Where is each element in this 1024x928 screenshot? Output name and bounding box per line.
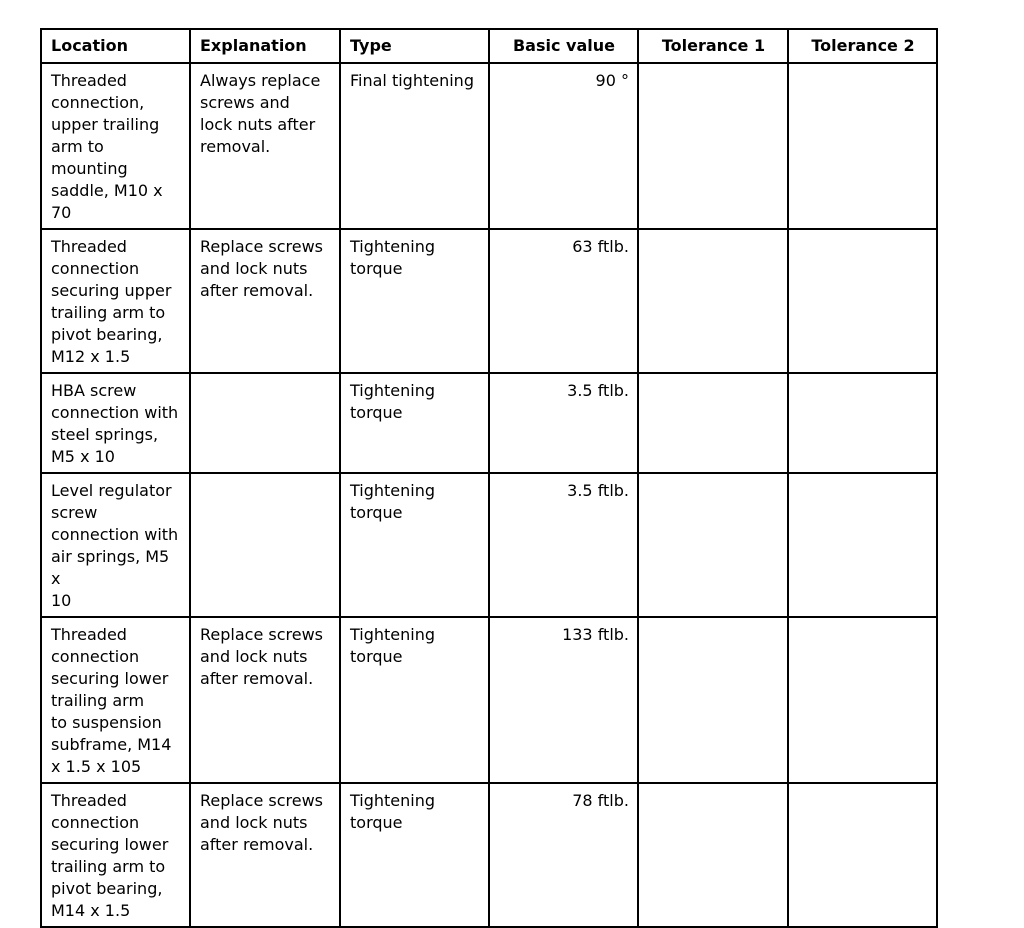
- header-basic-value: Basic value: [489, 29, 638, 63]
- cell-explanation: Replace screws and lock nuts after removal.: [190, 617, 340, 783]
- cell-explanation: [190, 373, 340, 473]
- cell-basic-value: 3.5 ftlb.: [489, 473, 638, 617]
- header-row: [41, 29, 937, 63]
- table-row: [41, 783, 937, 927]
- cell-tolerance-2: [788, 783, 937, 927]
- cell-tolerance-1: [638, 63, 788, 229]
- header-explanation: Explanation: [190, 29, 340, 63]
- cell-tolerance-1: [638, 473, 788, 617]
- header-type: Type: [340, 29, 489, 63]
- cell-basic-value: 133 ftlb.: [489, 617, 638, 783]
- cell-type: Tightening torque: [340, 783, 489, 927]
- cell-explanation: Replace screws and lock nuts after removal.: [190, 783, 340, 927]
- table-row: [41, 63, 937, 229]
- cell-basic-value: 63 ftlb.: [489, 229, 638, 373]
- table-row: [41, 473, 937, 617]
- header-tolerance-2: Tolerance 2: [788, 29, 937, 63]
- header-tolerance-1: Tolerance 1: [638, 29, 788, 63]
- cell-location: Threaded connection securing upper trailing arm to pivot bearing, M12 x 1.5: [41, 229, 190, 373]
- cell-basic-value: 3.5 ftlb.: [489, 373, 638, 473]
- cell-tolerance-1: [638, 229, 788, 373]
- header-location: Location: [41, 29, 190, 63]
- cell-type: Tightening torque: [340, 473, 489, 617]
- cell-type: Tightening torque: [340, 229, 489, 373]
- cell-tolerance-2: [788, 229, 937, 373]
- cell-tolerance-2: [788, 617, 937, 783]
- cell-location: Threaded connection securing lower trailing arm to pivot bearing, M14 x 1.5: [41, 783, 190, 927]
- table-row: [41, 229, 937, 373]
- cell-type: Final tightening: [340, 63, 489, 229]
- cell-explanation: Replace screws and lock nuts after removal.: [190, 229, 340, 373]
- cell-tolerance-2: [788, 373, 937, 473]
- cell-tolerance-1: [638, 617, 788, 783]
- torque-spec-table: [40, 28, 938, 928]
- cell-tolerance-2: [788, 473, 937, 617]
- cell-tolerance-1: [638, 373, 788, 473]
- cell-tolerance-2: [788, 63, 937, 229]
- cell-basic-value: 90 °: [489, 63, 638, 229]
- cell-explanation: [190, 473, 340, 617]
- cell-tolerance-1: [638, 783, 788, 927]
- cell-location: HBA screw connection with steel springs, M5 x 10: [41, 373, 190, 473]
- cell-location: Level regulator screw connection with air springs, M5 x 10: [41, 473, 190, 617]
- table-row: [41, 373, 937, 473]
- table-row: [41, 617, 937, 783]
- cell-explanation: Always replace screws and lock nuts after removal.: [190, 63, 340, 229]
- cell-location: Threaded connection, upper trailing arm to mounting saddle, M10 x 70: [41, 63, 190, 229]
- cell-basic-value: 78 ftlb.: [489, 783, 638, 927]
- cell-type: Tightening torque: [340, 617, 489, 783]
- cell-location: Threaded connection securing lower trailing arm to suspension subframe, M14 x 1.5 x 105: [41, 617, 190, 783]
- cell-type: Tightening torque: [340, 373, 489, 473]
